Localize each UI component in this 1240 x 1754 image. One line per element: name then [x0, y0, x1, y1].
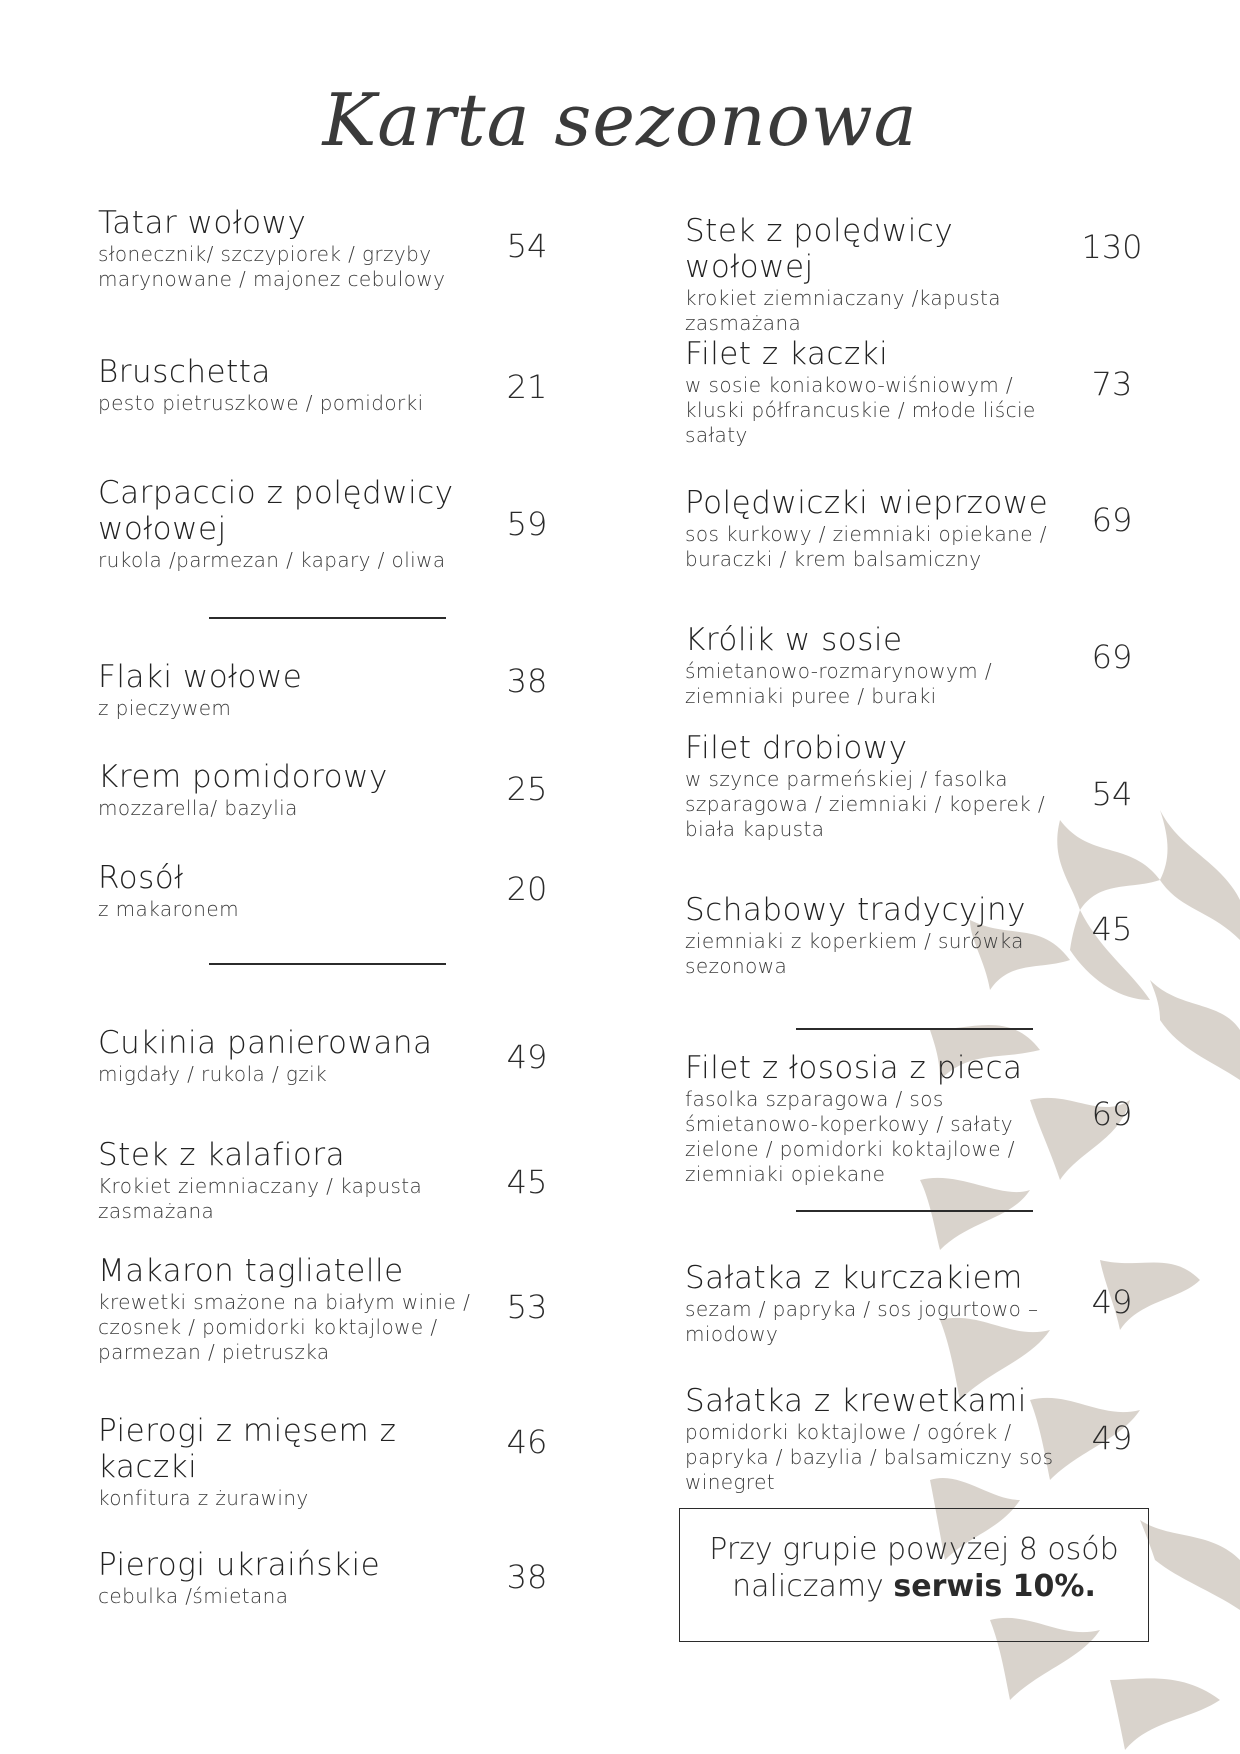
menu-item-salatka-krewetki: [685, 1383, 1065, 1495]
item-description: konfitura z żurawiny: [98, 1486, 309, 1510]
item-price: 20: [506, 870, 548, 908]
item-price: 21: [506, 368, 548, 406]
item-description: sos kurkowy / ziemniaki opiekane / buraczki / krem balsamiczny: [685, 522, 1047, 571]
item-name: Filet z kaczki: [685, 336, 889, 372]
item-price: 49: [1091, 1283, 1133, 1321]
page-title: Karta sezonowa: [322, 78, 918, 162]
menu-item-filet-drobiowy: [685, 730, 1060, 842]
menu-item-salatka-kurczak: [685, 1260, 1065, 1347]
item-price: 45: [506, 1163, 548, 1201]
item-description: z makaronem: [98, 897, 239, 921]
item-name: Bruschetta: [98, 354, 271, 390]
item-name: Sałatka z krewetkami: [685, 1383, 1027, 1419]
item-price: 25: [506, 770, 548, 808]
item-name: Królik w sosie: [685, 622, 903, 658]
item-name: Stek z polędwicy wołowej: [685, 213, 954, 285]
item-name: Pierogi ukraińskie: [98, 1547, 381, 1583]
menu-item-stek-poledwicy: [685, 213, 1065, 336]
item-name: Pierogi z mięsem z kaczki: [98, 1413, 397, 1485]
menu-item-pierogi-kaczka: [98, 1413, 498, 1511]
menu-item-pierogi-ukrainskie: [98, 1547, 498, 1609]
item-price: 69: [1091, 501, 1133, 539]
item-description: w sosie koniakowo-wiśniowym / kluski półfrancuskie / młode liście sałaty: [685, 373, 1036, 447]
item-description: fasolka szparagowa / sos śmietanowo-koperkowy / sałaty zielone / pomidorki koktajlowe / ziemniaki opiekane: [685, 1087, 1015, 1186]
section-divider: [796, 1028, 1033, 1030]
item-name: Stek z kalafiora: [98, 1137, 346, 1173]
notice-line-1: Przy grupie powyżej 8 osób: [709, 1532, 1119, 1567]
item-description: ziemniaki z koperkiem / surówka sezonowa: [685, 929, 1024, 978]
notice-bold-text: serwis 10%.: [893, 1569, 1096, 1604]
item-name: Flaki wołowe: [98, 659, 303, 695]
item-price: 59: [506, 505, 548, 543]
item-description: migdały / rukola / gzik: [98, 1062, 328, 1086]
section-divider: [796, 1210, 1033, 1212]
notice-line-2-text: naliczamy: [732, 1569, 884, 1604]
item-price: 46: [506, 1423, 548, 1461]
item-name: Cukinia panierowana: [98, 1025, 433, 1061]
menu-item-schabowy: [685, 892, 1035, 979]
item-price: 69: [1091, 638, 1133, 676]
item-price: 38: [506, 1558, 548, 1596]
menu-item-cukinia: [98, 1025, 518, 1087]
menu-item-bruschetta: [98, 354, 498, 416]
item-description: mozzarella/ bazylia: [98, 796, 298, 820]
menu-item-tatar: [98, 205, 498, 292]
menu-item-losos: [685, 1050, 1040, 1187]
item-price: 53: [506, 1288, 548, 1326]
item-price: 45: [1091, 910, 1133, 948]
item-name: Filet z łososia z pieca: [685, 1050, 1023, 1086]
item-name: Makaron tagliatelle: [98, 1253, 404, 1289]
item-description: rukola /parmezan / kapary / oliwa: [98, 548, 446, 572]
item-description: krokiet ziemniaczany /kapusta zasmażana: [685, 286, 1001, 335]
item-description: krewetki smażone na białym winie / czosnek / pomidorki koktajlowe / parmezan / pietruszka: [98, 1290, 471, 1364]
menu-item-rosol: [98, 860, 498, 922]
notice-line-2: [680, 1568, 1148, 1605]
menu-item-filet-kaczki: [685, 336, 1045, 448]
item-price: 73: [1091, 365, 1133, 403]
section-divider: [209, 963, 446, 965]
item-name: Carpaccio z polędwicy wołowej: [98, 475, 454, 547]
menu-item-krem-pomidorowy: [98, 759, 498, 821]
item-name: Krem pomidorowy: [98, 759, 388, 795]
item-description: sezam / papryka / sos jogurtowo – miodowy: [685, 1297, 1039, 1346]
item-price: 49: [1091, 1419, 1133, 1457]
item-description: cebulka /śmietana: [98, 1584, 289, 1608]
item-price: 130: [1081, 228, 1143, 266]
item-description: pomidorki koktajlowe / ogórek / papryka / bazylia / balsamiczny sos winegret: [685, 1420, 1054, 1494]
item-price: 54: [1091, 775, 1133, 813]
menu-item-stek-kalafiora: [98, 1137, 443, 1224]
section-divider: [209, 617, 446, 619]
item-name: Rosół: [98, 860, 184, 896]
menu-item-poledwiczki: [685, 485, 1055, 572]
menu-item-flaki: [98, 659, 498, 721]
menu-item-carpaccio: [98, 475, 458, 573]
item-description: w szynce parmeńskiej / fasolka szparagowa / ziemniaki / koperek / biała kapusta: [685, 767, 1046, 841]
item-price: 54: [506, 227, 548, 265]
item-description: Krokiet ziemniaczany / kapusta zasmażana: [98, 1174, 423, 1223]
item-price: 38: [506, 662, 548, 700]
item-description: pesto pietruszkowe / pomidorki: [98, 391, 424, 415]
item-price: 49: [506, 1038, 548, 1076]
item-name: Filet drobiowy: [685, 730, 908, 766]
item-description: słonecznik/ szczypiorek / grzyby marynowane / majonez cebulowy: [98, 242, 446, 291]
item-description: śmietanowo-rozmarynowym / ziemniaki puree / buraki: [685, 659, 992, 708]
menu-item-krolik: [685, 622, 1045, 709]
item-name: Polędwiczki wieprzowe: [685, 485, 1049, 521]
item-name: Sałatka z kurczakiem: [685, 1260, 1023, 1296]
service-charge-notice: [679, 1508, 1149, 1642]
item-price: 69: [1091, 1095, 1133, 1133]
item-description: z pieczywem: [98, 696, 232, 720]
item-name: Schabowy tradycyjny: [685, 892, 1026, 928]
item-name: Tatar wołowy: [98, 205, 307, 241]
menu-item-makaron: [98, 1253, 483, 1365]
